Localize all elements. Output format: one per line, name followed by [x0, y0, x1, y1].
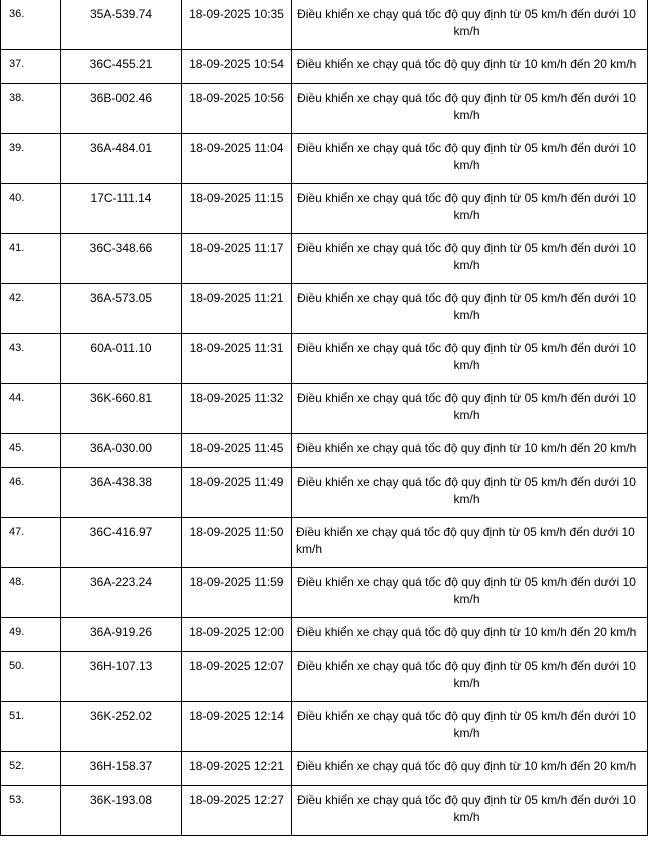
license-plate: 36A-223.24 — [61, 568, 182, 618]
table-row — [1, 184, 648, 234]
row-number: 53. — [1, 786, 61, 836]
license-plate: 36C-348.66 — [61, 234, 182, 284]
row-number: 38. — [1, 84, 61, 134]
violation-description: Điều khiển xe chạy quá tốc độ quy định từ 05 km/h đến dưới 10 km/h — [292, 334, 648, 384]
table-row — [1, 568, 648, 618]
table-row — [1, 134, 648, 184]
row-number: 49. — [1, 618, 61, 652]
row-number: 36. — [1, 0, 61, 50]
row-number: 52. — [1, 752, 61, 786]
table-row — [1, 752, 648, 786]
license-plate: 36H-158.37 — [61, 752, 182, 786]
row-number: 45. — [1, 434, 61, 468]
license-plate: 36A-573.05 — [61, 284, 182, 334]
violation-time: 18-09-2025 11:49 — [182, 468, 292, 518]
violation-description: Điều khiển xe chạy quá tốc độ quy định từ 10 km/h đến 20 km/h — [292, 618, 648, 652]
license-plate: 36H-107.13 — [61, 652, 182, 702]
license-plate: 17C-111.14 — [61, 184, 182, 234]
violation-description: Điều khiển xe chạy quá tốc độ quy định từ 05 km/h đến dưới 10 km/h — [292, 702, 648, 752]
violation-description: Điều khiển xe chạy quá tốc độ quy định từ 10 km/h đến 20 km/h — [292, 434, 648, 468]
row-number: 46. — [1, 468, 61, 518]
violation-time: 18-09-2025 11:31 — [182, 334, 292, 384]
violation-time: 18-09-2025 10:35 — [182, 0, 292, 50]
table-row — [1, 384, 648, 434]
violation-time: 18-09-2025 11:04 — [182, 134, 292, 184]
table-row — [1, 786, 648, 836]
row-number: 47. — [1, 518, 61, 568]
table-row — [1, 234, 648, 284]
violation-time: 18-09-2025 12:21 — [182, 752, 292, 786]
violation-description: Điều khiển xe chạy quá tốc độ quy định từ 05 km/h đến dưới 10 km/h — [292, 568, 648, 618]
table-row — [1, 468, 648, 518]
violation-time: 18-09-2025 11:59 — [182, 568, 292, 618]
violation-description: Điều khiển xe chạy quá tốc độ quy định từ 05 km/h đến dưới 10 km/h — [292, 786, 648, 836]
violation-time: 18-09-2025 11:32 — [182, 384, 292, 434]
license-plate: 36C-416.97 — [61, 518, 182, 568]
row-number: 40. — [1, 184, 61, 234]
license-plate: 36A-919.26 — [61, 618, 182, 652]
violation-description: Điều khiển xe chạy quá tốc độ quy định từ 05 km/h đến dưới 10 km/h — [292, 518, 648, 568]
table-row — [1, 84, 648, 134]
row-number: 43. — [1, 334, 61, 384]
row-number: 50. — [1, 652, 61, 702]
table-row — [1, 702, 648, 752]
violation-description: Điều khiển xe chạy quá tốc độ quy định từ 10 km/h đến 20 km/h — [292, 752, 648, 786]
violation-description: Điều khiển xe chạy quá tốc độ quy định từ 10 km/h đến 20 km/h — [292, 50, 648, 84]
row-number: 48. — [1, 568, 61, 618]
license-plate: 36A-484.01 — [61, 134, 182, 184]
license-plate: 36A-438.38 — [61, 468, 182, 518]
license-plate: 36B-002.46 — [61, 84, 182, 134]
row-number: 44. — [1, 384, 61, 434]
table-row — [1, 518, 648, 568]
license-plate: 60A-011.10 — [61, 334, 182, 384]
violation-time: 18-09-2025 12:00 — [182, 618, 292, 652]
violation-description: Điều khiển xe chạy quá tốc độ quy định từ 05 km/h đến dưới 10 km/h — [292, 234, 648, 284]
row-number: 51. — [1, 702, 61, 752]
table-row — [1, 618, 648, 652]
violation-time: 18-09-2025 11:50 — [182, 518, 292, 568]
table-row — [1, 334, 648, 384]
license-plate: 36C-455.21 — [61, 50, 182, 84]
row-number: 37. — [1, 50, 61, 84]
violation-description: Điều khiển xe chạy quá tốc độ quy định từ 05 km/h đến dưới 10 km/h — [292, 468, 648, 518]
row-number: 41. — [1, 234, 61, 284]
violation-description: Điều khiển xe chạy quá tốc độ quy định từ 05 km/h đến dưới 10 km/h — [292, 652, 648, 702]
violation-time: 18-09-2025 11:21 — [182, 284, 292, 334]
license-plate: 36K-252.02 — [61, 702, 182, 752]
violation-time: 18-09-2025 12:07 — [182, 652, 292, 702]
violation-description: Điều khiển xe chạy quá tốc độ quy định từ 05 km/h đến dưới 10 km/h — [292, 284, 648, 334]
violation-description: Điều khiển xe chạy quá tốc độ quy định từ 05 km/h đến dưới 10 km/h — [292, 384, 648, 434]
violation-time: 18-09-2025 12:14 — [182, 702, 292, 752]
violation-time: 18-09-2025 11:45 — [182, 434, 292, 468]
violation-description: Điều khiển xe chạy quá tốc độ quy định từ 05 km/h đến dưới 10 km/h — [292, 0, 648, 50]
row-number: 42. — [1, 284, 61, 334]
violation-description: Điều khiển xe chạy quá tốc độ quy định từ 05 km/h đến dưới 10 km/h — [292, 84, 648, 134]
row-number: 39. — [1, 134, 61, 184]
table-row — [1, 652, 648, 702]
table-row — [1, 50, 648, 84]
violation-time: 18-09-2025 10:56 — [182, 84, 292, 134]
table-row — [1, 0, 648, 50]
license-plate: 36K-660.81 — [61, 384, 182, 434]
violation-time: 18-09-2025 11:17 — [182, 234, 292, 284]
violation-time: 18-09-2025 11:15 — [182, 184, 292, 234]
license-plate: 35A-539.74 — [61, 0, 182, 50]
violation-time: 18-09-2025 12:27 — [182, 786, 292, 836]
table-row — [1, 434, 648, 468]
license-plate: 36K-193.08 — [61, 786, 182, 836]
violation-time: 18-09-2025 10:54 — [182, 50, 292, 84]
violations-table-body — [1, 0, 648, 836]
violation-description: Điều khiển xe chạy quá tốc độ quy định từ 05 km/h đến dưới 10 km/h — [292, 184, 648, 234]
table-row — [1, 284, 648, 334]
license-plate: 36A-030.00 — [61, 434, 182, 468]
violation-description: Điều khiển xe chạy quá tốc độ quy định từ 05 km/h đến dưới 10 km/h — [292, 134, 648, 184]
